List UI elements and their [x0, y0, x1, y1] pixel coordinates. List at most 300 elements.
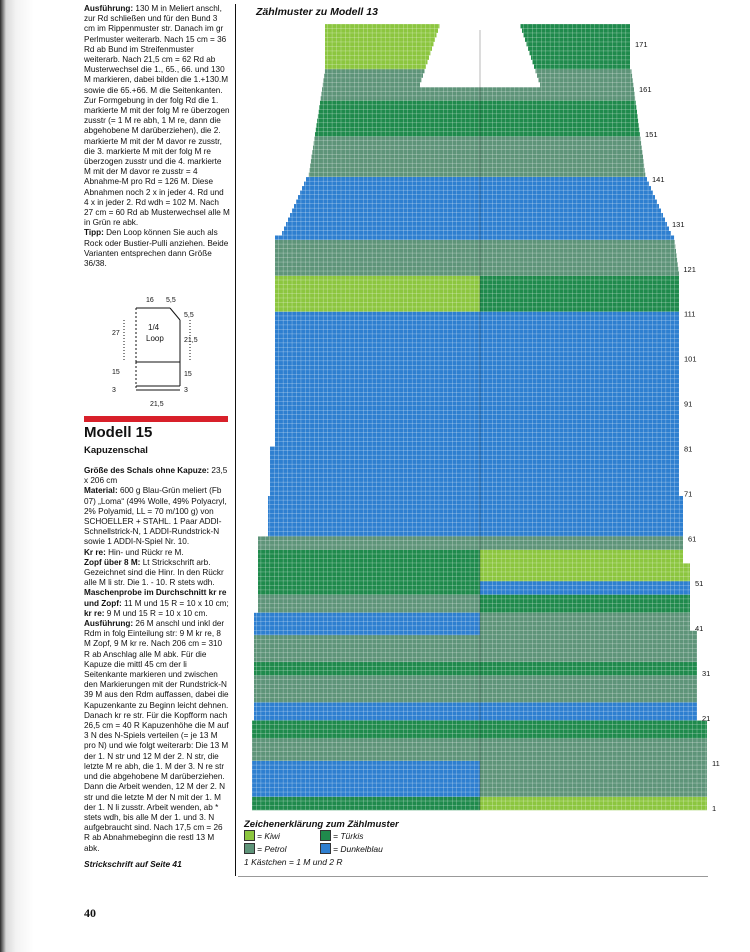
chart-stripe-cell [254, 644, 480, 649]
chart-title: Zählmuster zu Modell 13 [256, 6, 378, 18]
chart-stripe-cell [270, 446, 480, 451]
chart-outside-mask [674, 235, 709, 240]
chart-outside-mask [250, 307, 275, 312]
chart-outside-mask [679, 388, 709, 393]
chart-stripe-cell [258, 594, 480, 599]
chart-outside-mask [679, 298, 709, 303]
chart-outside-mask [250, 612, 254, 617]
legend-label: = Türkis [333, 830, 364, 841]
chart-outside-mask [250, 141, 314, 146]
chart-outside-mask [250, 401, 275, 406]
chart-stripe-cell [480, 567, 690, 572]
chart-outside-mask [250, 639, 254, 644]
chart-outside-mask [707, 752, 709, 757]
chart-outside-mask [657, 199, 709, 204]
chart-row-label: 31 [702, 669, 711, 679]
chart-stripe-cell [480, 249, 676, 254]
chart-stripe-cell [480, 576, 690, 581]
chart-stripe-cell [316, 127, 480, 132]
chart-stripe-cell [480, 267, 678, 272]
chart-row-label: 21 [702, 713, 711, 723]
chart-outside-mask [250, 806, 252, 811]
chart-stripe-cell [480, 150, 642, 155]
chart-outside-mask [250, 518, 268, 523]
chart-outside-mask [250, 383, 275, 388]
chart-outside-mask [250, 96, 321, 101]
chart-stripe-cell [480, 608, 690, 613]
chart-outside-mask [250, 653, 254, 658]
chart-stripe-cell [268, 518, 480, 523]
legend-label: = Petrol [257, 843, 287, 854]
model-title: Modell 15 [84, 424, 153, 441]
chart-outside-mask [643, 154, 709, 159]
chart-row-label: 171 [635, 40, 648, 50]
chart-outside-mask [250, 231, 282, 236]
diagram-label: 3 [184, 387, 188, 394]
chart-outside-mask [630, 64, 709, 69]
chart-outside-mask [250, 451, 270, 456]
chart-outside-mask [632, 73, 709, 78]
chart-stripe-cell [480, 707, 697, 712]
chart-stripe-cell [480, 684, 697, 689]
chart-stripe-cell [480, 253, 677, 258]
tip-text: Den Loop können Sie auch als Rock oder Bustier-Pulli anziehen. Beide Varianten entsprechen dann Größe 36/38. [84, 228, 229, 269]
chart-outside-mask [630, 33, 709, 38]
chart-stripe-cell [480, 240, 675, 245]
chart-outside-mask [679, 478, 709, 483]
chart-stripe-cell [252, 725, 480, 730]
legend-note: 1 Kästchen = 1 M und 2 R [244, 857, 343, 867]
chart-outside-mask [250, 469, 270, 474]
bottom-rule [238, 876, 708, 877]
chart-stripe-cell [275, 307, 480, 312]
chart-stripe-cell [270, 478, 480, 483]
chart-stripe-cell [275, 343, 480, 348]
chart-stripe-cell [275, 352, 480, 357]
chart-outside-mask [250, 370, 275, 375]
chart-row-label: 151 [645, 130, 658, 140]
chart-outside-mask [679, 455, 709, 460]
chart-stripe-cell [275, 433, 480, 438]
chart-outside-mask [250, 258, 275, 263]
chart-stripe-cell [528, 46, 630, 51]
chart-stripe-cell [480, 231, 671, 236]
chart-stripe-cell [275, 235, 480, 240]
chart-stripe-cell [275, 267, 480, 272]
chart-stripe-cell [480, 743, 707, 748]
chart-stripe-cell [275, 276, 480, 281]
chart-outside-mask [638, 114, 709, 119]
chart-outside-mask [250, 159, 311, 164]
chart-outside-mask [250, 392, 275, 397]
chart-outside-mask [250, 666, 254, 671]
chart-outside-mask [697, 680, 709, 685]
chart-outside-mask [250, 779, 252, 784]
chart-outside-mask [250, 621, 254, 626]
chart-stripe-cell [275, 437, 480, 442]
chart-outside-mask [697, 648, 709, 653]
chart-stripe-cell [268, 527, 480, 532]
label: Zopf über 8 M: [84, 557, 141, 567]
chart-stripe-cell [252, 797, 480, 802]
chart-stripe-cell [325, 37, 435, 42]
chart-stripe-cell [480, 96, 635, 101]
chart-stripe-cell [480, 788, 707, 793]
chart-outside-mask [677, 253, 709, 258]
chart-stripe-cell [254, 698, 480, 703]
chart-stripe-cell [480, 621, 690, 626]
chart-stripe-cell [480, 603, 690, 608]
chart-stripe-cell [480, 702, 697, 707]
chart-outside-mask [250, 60, 325, 65]
chart-stripe-cell [270, 464, 480, 469]
chart-stripe-cell [275, 253, 480, 258]
chart-outside-mask [250, 172, 309, 177]
chart-stripe-cell [254, 630, 480, 635]
chart-stripe-cell [275, 280, 480, 285]
chart-outside-mask [250, 213, 290, 218]
chart-outside-mask [679, 329, 709, 334]
chart-stripe-cell [258, 545, 480, 550]
chart-outside-mask [250, 374, 275, 379]
chart-outside-mask [250, 181, 304, 186]
diagram-label: 15 [184, 371, 192, 378]
chart-outside-mask [250, 734, 252, 739]
chart-outside-mask [250, 365, 275, 370]
chart-outside-mask [250, 545, 258, 550]
diagram-label: Loop [146, 334, 164, 343]
chart-outside-mask [250, 662, 254, 667]
chart-row-label: 121 [683, 264, 696, 274]
chart-stripe-cell [270, 455, 480, 460]
chart-stripe-cell [480, 756, 707, 761]
chart-outside-mask [690, 563, 709, 568]
chart-outside-mask [250, 78, 323, 83]
chart-outside-mask [644, 159, 709, 164]
label: Maschenprobe im Durchschnitt kr re und Zopf: [84, 588, 227, 608]
chart-stripe-cell [530, 51, 631, 56]
chart-outside-mask [250, 572, 258, 577]
chart-stripe-cell [275, 298, 480, 303]
chart-outside-mask [250, 725, 252, 730]
chart-outside-mask [633, 78, 709, 83]
chart-outside-mask [250, 541, 258, 546]
chart-outside-mask [250, 118, 317, 123]
chart-outside-mask [250, 500, 268, 505]
chart-outside-mask [250, 199, 296, 204]
chart-stripe-cell [325, 55, 429, 60]
chart-stripe-cell [258, 536, 480, 541]
chart-outside-mask [707, 738, 709, 743]
chart-outside-mask [642, 150, 709, 155]
chart-outside-mask [250, 253, 275, 258]
chart-outside-mask [250, 100, 320, 105]
chart-stripe-cell [480, 208, 661, 213]
chart-outside-mask [679, 415, 709, 420]
chart-stripe-cell [480, 765, 707, 770]
chart-stripe-cell [480, 716, 697, 721]
chart-outside-mask [690, 590, 709, 595]
chart-outside-mask [630, 60, 709, 65]
chart-stripe-cell [275, 316, 480, 321]
chart-outside-mask [250, 428, 275, 433]
chart-outside-mask [250, 249, 275, 254]
chart-outside-mask [250, 707, 254, 712]
chart-stripe-cell [275, 311, 480, 316]
chart-outside-mask [707, 806, 709, 811]
para-label: Ausführung: [84, 4, 134, 13]
chart-outside-mask [250, 114, 318, 119]
chart-outside-mask [250, 262, 275, 267]
chart-stripe-cell [480, 774, 707, 779]
chart-outside-mask [250, 788, 252, 793]
chart-outside-mask [250, 28, 325, 33]
chart-stripe-cell [275, 361, 480, 366]
chart-stripe-cell [275, 258, 480, 263]
chart-stripe-cell [254, 693, 480, 698]
chart-stripe-cell [324, 73, 423, 78]
chart-outside-mask [697, 693, 709, 698]
chart-row-label: 91 [684, 399, 693, 409]
diagram-label: 16 [146, 297, 154, 304]
chart-stripe-cell [254, 702, 480, 707]
chart-outside-mask [250, 163, 310, 168]
chart-outside-mask [675, 240, 709, 245]
chart-stripe-cell [275, 262, 480, 267]
chart-outside-mask [630, 28, 709, 33]
label: Ausführung: [84, 619, 134, 629]
chart-outside-mask [250, 563, 258, 568]
chart-stripe-cell [480, 163, 644, 168]
chart-outside-mask [250, 756, 252, 761]
chart-outside-mask [250, 581, 258, 586]
chart-row-label: 81 [684, 444, 693, 454]
chart-outside-mask [651, 186, 709, 191]
chart-stripe-cell [252, 747, 480, 752]
chart-stripe-cell [275, 240, 480, 245]
chart-outside-mask [250, 127, 316, 132]
chart-outside-mask [671, 231, 709, 236]
chart-outside-mask [250, 132, 315, 137]
chart-stripe-cell [480, 617, 690, 622]
chart-stripe-cell [480, 671, 697, 676]
chart-stripe-cell [480, 657, 697, 662]
chart-outside-mask [250, 608, 258, 613]
chart-outside-mask [250, 154, 312, 159]
chart-outside-mask [250, 388, 275, 393]
chart-outside-mask [642, 145, 709, 150]
para-text: 130 M in Meliert anschl, zur Rd schließen und für den Bund 3 cm im Rippenmuster str. Danach im gr Perlmuster weiterarb. Nach 15 cm = 36 Rd ab Bund im Streifenmuster weiterarb. Nach 21,5 cm = 62 Rd ab Musterwechsel die 1., 65., 66. und 130 M markieren, dabei bilden die 1.+130.M sowie die 65.+66. M die Seitenkanten. Zur Formgebung in der folg Rd die 1. markierte M mit der folg M re überzogen zusstr (= 1 M re abh, 1 M re, dann die abgehobene M darüberziehen), die 2. markierte M mit der M davor re zusstr, die 3. markierte M mit der folg M re überzogen zusstr und die 4. markierte M mit der M davor re zusstr = 4 Abnahme-M pro Rd = 126 M. Diese Abnahmen noch 2 x in jeder 4. Rd und 4 x in jeder 2. Rd wdh = 102 M. Nach 27 cm = 60 Rd ab Musterwechsel alle M in Grün re abk. [84, 4, 230, 228]
chart-outside-mask [679, 379, 709, 384]
chart-stripe-cell [252, 734, 480, 739]
chart-outside-mask [250, 356, 275, 361]
chart-outside-mask [250, 648, 254, 653]
chart-stripe-cell [275, 397, 480, 402]
chart-outside-mask [636, 100, 709, 105]
chart-stripe-cell [254, 621, 480, 626]
chart-row-label: 71 [684, 489, 693, 499]
chart-outside-mask [641, 141, 709, 146]
chart-outside-mask [250, 51, 325, 56]
diagram-label: 21,5 [150, 401, 164, 408]
diagram-label: 21,5 [184, 337, 198, 344]
chart-outside-mask [250, 698, 254, 703]
chart-outside-mask [679, 276, 709, 281]
chart-stripe-cell [252, 788, 480, 793]
chart-stripe-cell [252, 774, 480, 779]
chart-stripe-cell [275, 244, 480, 249]
chart-outside-mask [250, 186, 302, 191]
chart-outside-mask [250, 711, 254, 716]
chart-outside-mask [250, 329, 275, 334]
chart-outside-mask [250, 204, 294, 209]
chart-outside-mask [250, 792, 252, 797]
tuerkis-swatch [320, 830, 331, 841]
chart-outside-mask [659, 204, 709, 209]
chart-outside-mask [690, 567, 709, 572]
chart-outside-mask [636, 105, 709, 110]
chart-stripe-cell [480, 734, 707, 739]
legend-item-petrol [244, 843, 287, 854]
chart-reference: Strickschrift auf Seite 41 [84, 859, 182, 869]
chart-row-label: 141 [652, 174, 665, 184]
chart-outside-mask [250, 527, 268, 532]
chart-stripe-cell [270, 460, 480, 465]
chart-outside-mask [707, 792, 709, 797]
chart-stripe-cell [522, 28, 630, 33]
chart-outside-mask [250, 410, 275, 415]
chart-outside-mask [250, 567, 258, 572]
chart-outside-mask [707, 734, 709, 739]
chart-stripe-cell [254, 626, 480, 631]
chart-stripe-cell [254, 635, 480, 640]
chart-stripe-cell [480, 127, 639, 132]
chart-stripe-cell [480, 653, 697, 658]
chart-stripe-cell [325, 24, 440, 29]
chart-stripe-cell [288, 217, 480, 222]
chart-outside-mask [697, 639, 709, 644]
chart-outside-mask [697, 662, 709, 667]
chart-outside-mask [250, 195, 298, 200]
chart-outside-mask [250, 217, 288, 222]
chart-stripe-cell [320, 100, 480, 105]
chart-outside-mask [250, 298, 275, 303]
chart-outside-mask [697, 657, 709, 662]
chart-stripe-cell [258, 567, 480, 572]
chart-outside-mask [679, 460, 709, 465]
chart-outside-mask [250, 774, 252, 779]
chart-outside-mask [707, 801, 709, 806]
chart-stripe-cell [252, 738, 480, 743]
chart-outside-mask [250, 293, 275, 298]
chart-outside-mask [707, 756, 709, 761]
chart-outside-mask [679, 320, 709, 325]
chart-outside-mask [250, 437, 275, 442]
chart-outside-mask [697, 702, 709, 707]
chart-stripe-cell [275, 302, 480, 307]
chart-outside-mask [250, 419, 275, 424]
chart-stripe-cell [325, 33, 437, 38]
chart-stripe-cell [480, 195, 655, 200]
chart-stripe-cell [480, 752, 707, 757]
chart-stripe-cell [275, 347, 480, 352]
chart-stripe-cell [270, 473, 480, 478]
chart-outside-mask [250, 352, 275, 357]
chart-outside-mask [250, 42, 325, 47]
chart-stripe-cell [480, 806, 707, 811]
chart-outside-mask [630, 24, 709, 29]
chart-stripe-cell [252, 801, 480, 806]
chart-outside-mask [690, 603, 709, 608]
chart-outside-mask [644, 163, 709, 168]
chart-stripe-cell [315, 132, 480, 137]
chart-stripe-cell [480, 181, 649, 186]
chart-outside-mask [250, 455, 270, 460]
chart-outside-mask [655, 195, 709, 200]
chart-outside-mask [683, 518, 709, 523]
chart-stripe-cell [480, 123, 639, 128]
chart-stripe-cell [480, 797, 707, 802]
chart-stripe-cell [275, 392, 480, 397]
chart-outside-mask [250, 244, 275, 249]
chart-stripe-cell [480, 154, 643, 159]
chart-stripe-cell [268, 496, 480, 501]
chart-outside-mask [250, 617, 254, 622]
chart-outside-mask [250, 729, 252, 734]
chart-outside-mask [697, 689, 709, 694]
chart-outside-mask [250, 82, 323, 87]
chart-outside-mask [250, 464, 270, 469]
chart-stripe-cell [252, 756, 480, 761]
chart-outside-mask [679, 302, 709, 307]
chart-outside-mask [250, 680, 254, 685]
chart-outside-mask [707, 761, 709, 766]
chart-stripe-cell [480, 644, 697, 649]
diagram-label: 5,5 [166, 297, 176, 304]
chart-outside-mask [250, 783, 252, 788]
chart-outside-mask [250, 55, 325, 60]
chart-stripe-cell [270, 469, 480, 474]
chart-outside-mask [250, 289, 275, 294]
chart-outside-mask [697, 653, 709, 658]
chart-stripe-cell [268, 509, 480, 514]
chart-outside-mask [679, 464, 709, 469]
chart-stripe-cell [480, 729, 707, 734]
chart-stripe-cell [480, 109, 637, 114]
chart-stripe-cell [275, 424, 480, 429]
chart-stripe-cell [254, 711, 480, 716]
chart-stripe-cell [323, 78, 421, 83]
chart-stripe-cell [275, 428, 480, 433]
chart-stripe-cell [252, 779, 480, 784]
chart-outside-mask [250, 316, 275, 321]
label: Größe des Schals ohne Kapuze: [84, 466, 210, 475]
chart-stripe-cell [252, 720, 480, 725]
chart-outside-mask [250, 509, 268, 514]
chart-outside-mask [690, 599, 709, 604]
chart-stripe-cell [321, 96, 480, 101]
chart-stripe-cell [302, 186, 480, 191]
chart-row-label: 51 [695, 579, 704, 589]
chart-outside-mask [250, 626, 254, 631]
chart-stripe-cell [480, 693, 697, 698]
chart-neck-mask [440, 24, 521, 29]
chart-outside-mask [683, 505, 709, 510]
chart-stripe-cell [270, 491, 480, 496]
chart-outside-mask [679, 285, 709, 290]
chart-stripe-cell [275, 365, 480, 370]
chart-outside-mask [637, 109, 709, 114]
